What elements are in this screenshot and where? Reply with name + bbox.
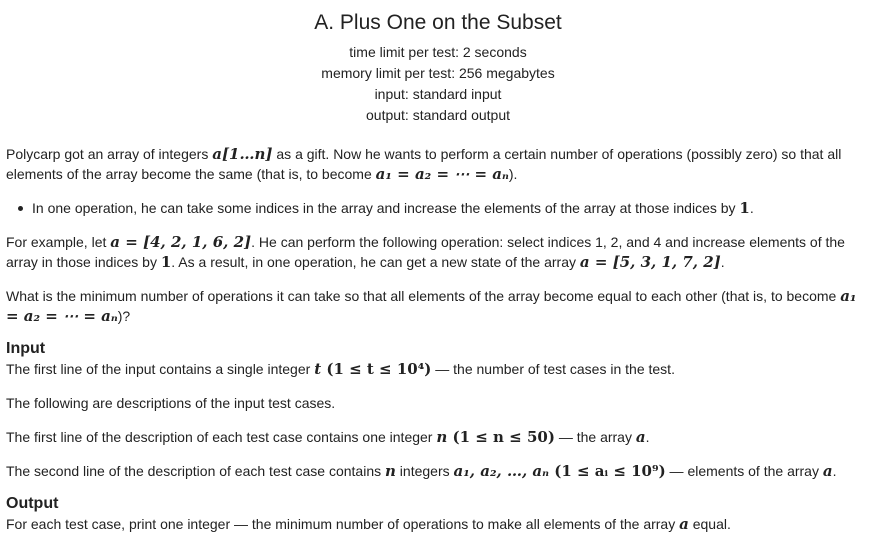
legend-text: . He can perform the following operation: select indices 1, 2, and 4 and increase elements of the array in those indices by: [6, 234, 845, 270]
math-expression: a = [4, 2, 1, 6, 2]: [110, 233, 252, 251]
math-expression: a = [5, 3, 1, 7, 2]: [579, 253, 721, 271]
input-spec: input: standard input: [374, 86, 502, 102]
problem-title: A. Plus One on the Subset: [314, 11, 562, 34]
legend-text: ).: [508, 166, 518, 182]
input-text: The first line of the input contains a single integer: [6, 361, 315, 377]
output-text: equal.: [688, 516, 731, 532]
legend-paragraph-2: [6, 232, 870, 272]
memory-limit: memory limit per test: 256 megabytes: [321, 65, 555, 81]
problem-statement: [0, 144, 876, 534]
legend-text: What is the minimum number of operations it can take so that all elements of the array become equal to each other (that is, to become: [6, 288, 841, 304]
legend-text: For example, let: [6, 234, 111, 250]
list-item-text: .: [749, 200, 754, 216]
legend-paragraph-1: [6, 144, 870, 184]
math-expression: a: [635, 428, 646, 446]
math-expression: 1: [160, 253, 172, 271]
math-expression: (1 ≤ t ≤ 10⁴): [321, 360, 432, 378]
input-text: — elements of the array: [665, 463, 823, 479]
legend-text: . As a result, in one operation, he can get a new state of the array: [171, 254, 580, 270]
input-text: The first line of the description of each test case contains one integer: [6, 429, 437, 445]
legend-text: as a gift. Now he wants to perform a certain number of operations (possibly zero) so that all elements of the array become the same (that is, to become: [6, 146, 842, 182]
output-text: For each test case, print one integer — the minimum number of operations to make all elements of the array: [6, 516, 680, 532]
output-spec: output: standard output: [366, 107, 510, 123]
input-text: .: [832, 463, 837, 479]
input-line-2: The following are descriptions of the input test cases.: [6, 395, 336, 411]
input-text: The second line of the description of each test case contains: [6, 463, 386, 479]
input-text: — the array: [554, 429, 636, 445]
math-expression: a₁ = a₂ = ⋯ = aₙ: [375, 165, 509, 183]
list-item-text: In one operation, he can take some indices in the array and increase the elements of the array at those indices by: [32, 200, 740, 216]
time-limit: time limit per test: 2 seconds: [349, 44, 527, 60]
math-expression: t: [314, 360, 322, 378]
math-expression: a: [679, 515, 689, 533]
legend-text: .: [720, 254, 725, 270]
output-section-title: Output: [6, 495, 59, 512]
math-expression: n: [436, 428, 448, 446]
math-expression: a[1…n]: [212, 145, 273, 163]
output-line-1: [6, 514, 870, 534]
math-expression: n: [385, 462, 396, 480]
list-item: [32, 198, 870, 218]
input-line-1: [6, 359, 870, 379]
legend-text: Polycarp got an array of integers: [6, 146, 213, 162]
math-expression: 1: [739, 199, 750, 217]
problem-header: [0, 0, 876, 126]
input-line-4: [6, 461, 870, 481]
math-expression: a₁ = a₂ = ⋯ = aₙ: [6, 287, 857, 325]
input-text: .: [645, 429, 650, 445]
legend-paragraph-3: [6, 286, 870, 326]
input-line-3: [6, 427, 870, 447]
math-expression: (1 ≤ n ≤ 50): [447, 428, 555, 446]
operation-list: [6, 198, 870, 218]
input-section-title: Input: [6, 340, 46, 357]
legend-text: )?: [117, 308, 131, 324]
input-text: — the number of test cases in the test.: [431, 361, 675, 377]
math-expression: (1 ≤ aᵢ ≤ 10⁹): [549, 462, 666, 480]
math-expression: a₁, a₂, …, aₙ: [453, 462, 550, 480]
input-text: integers: [395, 463, 454, 479]
math-expression: a: [822, 462, 833, 480]
